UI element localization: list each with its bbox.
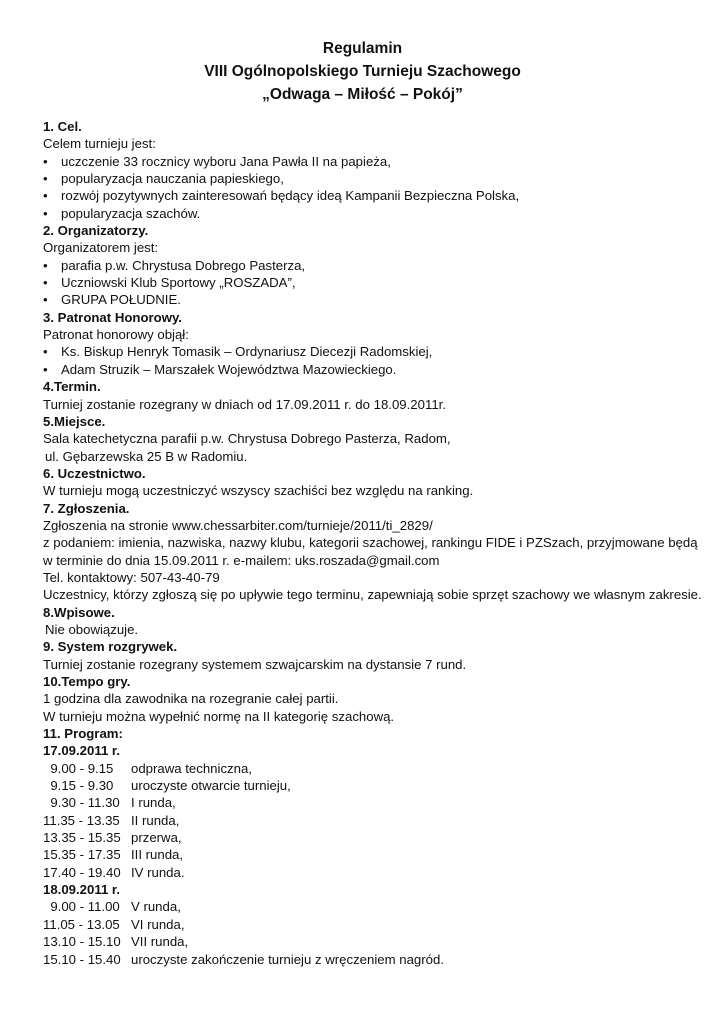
- section-heading-participation: 6. Uczestnictwo.: [43, 465, 146, 481]
- list-item: • Ks. Biskup Henryk Tomasik – Ordynariusz Diecezji Radomskiej,: [43, 344, 433, 360]
- program-row: [43, 898, 713, 915]
- program-desc: uroczyste otwarcie turnieju,: [131, 778, 291, 794]
- program-row: [43, 829, 713, 846]
- section-heading-registration: 7. Zgłoszenia.: [43, 500, 130, 516]
- registration-url-line: Zgłoszenia na stronie www.chessarbiter.com/turnieje/2011/ti_2829/: [43, 517, 433, 533]
- program-row: [43, 916, 713, 933]
- program-desc: uroczyste zakończenie turnieju z wręczeniem nagród.: [131, 951, 444, 967]
- list-item: • parafia p.w. Chrystusa Dobrego Pasterza,: [43, 257, 306, 273]
- list-item: • popularyzacja nauczania papieskiego,: [43, 171, 284, 187]
- date-text: Turniej zostanie rozegrany w dniach od 17.09.2011 r. do 18.09.2011r.: [43, 396, 446, 412]
- bullet-icon: •: [43, 275, 48, 291]
- bullet-icon: •: [43, 361, 48, 377]
- program-time: 15.10 - 15.40: [43, 951, 121, 967]
- bullet-icon: •: [43, 153, 48, 169]
- program-desc: przerwa,: [131, 830, 182, 846]
- regulations-body: [43, 118, 713, 968]
- system-text: Turniej zostanie rozegrany systemem szwajcarskim na dystansie 7 rund.: [43, 656, 467, 672]
- doc-subtitle: VIII Ogólnopolskiego Turnieju Szachowego: [204, 63, 521, 80]
- section-heading-program: 11. Program:: [43, 726, 123, 742]
- program-time: 9.15 - 9.30: [43, 778, 114, 794]
- list-item: • uczczenie 33 rocznicy wyboru Jana Pawła II na papieża,: [43, 153, 391, 169]
- program-time: 13.35 - 15.35: [43, 830, 121, 846]
- program-desc: VI runda,: [131, 916, 185, 932]
- program-day-1: 17.09.2011 r.: [43, 743, 121, 759]
- program-time: 11.05 - 13.05: [43, 916, 120, 932]
- bullet-icon: •: [43, 292, 48, 308]
- program-row: [43, 777, 713, 794]
- list-item: • Uczniowski Klub Sportowy „ROSZADA”,: [43, 275, 296, 291]
- doc-motto: „Odwaga – Miłość – Pokój”: [262, 86, 463, 103]
- section-heading-organizers: 2. Organizatorzy.: [43, 223, 149, 239]
- program-row: [43, 812, 713, 829]
- section-heading-time-control: 10.Tempo gry.: [43, 674, 131, 689]
- venue-line-2: ul. Gębarzewska 25 B w Radomiu.: [45, 448, 248, 464]
- list-item: • GRUPA POŁUDNIE.: [43, 292, 181, 308]
- bullet-icon: •: [43, 188, 48, 204]
- goal-intro: Celem turnieju jest:: [43, 136, 156, 152]
- time-control-line-2: W turnieju można wypełnić normę na II kategorię szachową.: [43, 708, 395, 724]
- section-heading-patronage: 3. Patronat Honorowy.: [43, 309, 182, 325]
- bullet-icon: •: [43, 344, 48, 360]
- list-item: • Adam Struzik – Marszałek Województwa Mazowieckiego.: [43, 361, 397, 377]
- program-time: 11.35 - 13.35: [43, 812, 120, 828]
- program-time: 17.40 - 19.40: [43, 864, 121, 880]
- bullet-icon: •: [43, 171, 48, 187]
- organizers-intro: Organizatorem jest:: [43, 240, 159, 256]
- section-heading-goal: 1. Cel.: [43, 119, 82, 134]
- list-item: • rozwój pozytywnych zainteresowań będący ideą Kampanii Bezpieczna Polska,: [43, 188, 520, 204]
- section-heading-venue: 5.Miejsce.: [43, 413, 106, 429]
- program-time: 13.10 - 15.10: [43, 934, 121, 950]
- program-desc: odprawa techniczna,: [131, 760, 252, 776]
- program-time: 9.00 - 9.15: [43, 760, 114, 776]
- program-row: [43, 951, 713, 968]
- program-time: 9.30 - 11.30: [43, 795, 120, 811]
- program-time: 9.00 - 11.00: [43, 899, 120, 915]
- program-row: [43, 794, 713, 811]
- fee-text: Nie obowiązuje.: [45, 621, 139, 637]
- program-row: [43, 864, 713, 881]
- doc-title: Regulamin: [322, 40, 403, 57]
- participation-text: W turnieju mogą uczestniczyć wszyscy szachiści bez względu na ranking.: [43, 483, 474, 499]
- program-desc: IV runda.: [131, 864, 185, 880]
- venue-line-1: Sala katechetyczna parafii p.w. Chrystusa Dobrego Pasterza, Radom,: [43, 431, 451, 447]
- program-desc: VII runda,: [131, 934, 189, 950]
- program-desc: V runda,: [131, 899, 181, 915]
- section-heading-system: 9. System rozgrywek.: [43, 639, 178, 655]
- time-control-line-1: 1 godzina dla zawodnika na rozegranie całej partii.: [43, 691, 339, 707]
- program-day-2: 18.09.2011 r.: [43, 882, 121, 898]
- program-row: [43, 846, 713, 863]
- program-desc: I runda,: [131, 795, 176, 811]
- section-heading-fee: 8.Wpisowe.: [43, 604, 115, 620]
- program-desc: II runda,: [131, 812, 180, 828]
- late-registration-note: Uczestnicy, którzy zgłoszą się po upływie tego terminu, zapewniają sobie sprzęt szachowy we własnym zakresie.: [43, 587, 702, 603]
- program-desc: III runda,: [131, 847, 184, 863]
- section-heading-date: 4.Termin.: [43, 379, 101, 395]
- bullet-icon: •: [43, 205, 48, 221]
- registration-details-line: z podaniem: imienia, nazwiska, nazwy klubu, kategorii szachowej, rankingu FIDE i PZSzach, przyjmowane będą: [43, 535, 698, 551]
- contact-phone-line: Tel. kontaktowy: 507-43-40-79: [43, 569, 220, 585]
- bullet-icon: •: [43, 257, 48, 273]
- list-item: • popularyzacja szachów.: [43, 205, 201, 221]
- program-row: [43, 760, 713, 777]
- program-time: 15.35 - 17.35: [43, 847, 121, 863]
- program-row: [43, 933, 713, 950]
- registration-deadline-line: w terminie do dnia 15.09.2011 r. e-mailem: uks.roszada@gmail.com: [43, 552, 440, 568]
- patronage-intro: Patronat honorowy objął:: [43, 327, 189, 343]
